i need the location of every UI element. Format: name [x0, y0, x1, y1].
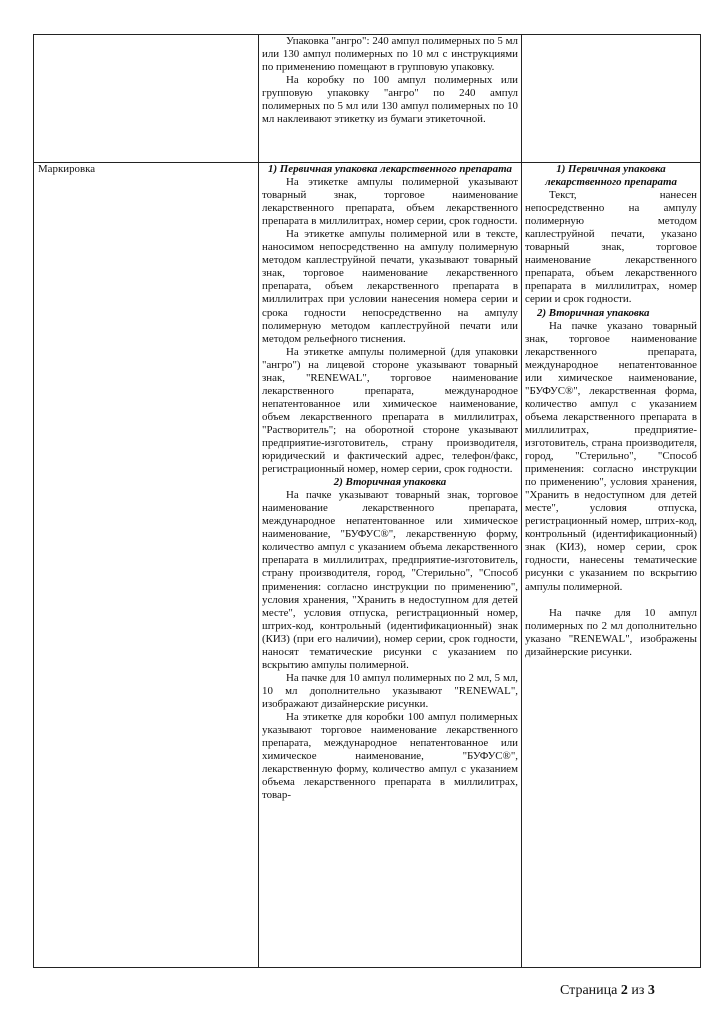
- paragraph: На этикетке для коробки 100 ампул полимерных указывают торговое наименование лекарственного препарата, международное непатентованное или химическое наименование, "БУФУС®", лекарственную форму, количество ампул с указанием объема лекарственного препарата в миллилитрах, товар-: [262, 710, 518, 802]
- paragraph: На пачке для 10 ампул полимерных по 2 мл, 5 мл, 10 мл дополнительно указывают "RENEWAL", изображают дизайнерские рисунки.: [262, 671, 518, 710]
- paragraph: На пачке указывают товарный знак, торговое наименование лекарственного препарата, международное непатентованное или химическое наименование, "БУФУС®", лекарственную форму, количество ампул с указанием объема лекарственного препарата в миллилитрах, предприятие-изготовитель, страну производителя, город, "Стерильно", "Способ применения: согласно инструкции по применению", условия хранения, "Хранить в недоступном для детей месте", условия отпуска, регистрационный номер, штрих-код, контрольный (идентификационный) знак (КИЗ) (при его наличии), номер серии, срок годности, наносят тематические рисунки с указанием по вскрытию ампулы полимерной.: [262, 489, 518, 671]
- paragraph: На коробку по 100 ампул полимерных или групповую упаковку "ангро" по 240 ампул полимерных по 5 мл или 130 ампул полимерных по 10 мл наклеивают этикетку из бумаги этикеточной.: [262, 74, 518, 126]
- page-number: [560, 983, 655, 999]
- page-number-prefix: Страница: [560, 983, 618, 998]
- marking-requirements-cell: [259, 163, 522, 968]
- section-heading-primary: 1) Первичная упаковка лекарственного препарата: [545, 163, 677, 189]
- table-row-marking: [34, 163, 701, 968]
- section-heading-primary: 1) Первичная упаковка лекарственного препарата: [268, 163, 512, 175]
- packaging-empty-cell: [522, 35, 701, 163]
- row-label-marking: Маркировка: [34, 163, 259, 968]
- page-number-sep: из: [631, 983, 645, 998]
- packaging-text-cell: [259, 35, 522, 163]
- document-table: [33, 34, 701, 968]
- paragraph: На этикетке ампулы полимерной (для упаковки "ангро") на лицевой стороне указывают товарный знак, "RENEWAL", торговое наименование лекарственного препарата, международное непатентованное или химическое наименование, объем лекарственного препарата в миллилитрах, "Растворитель"; на оборотной стороне указывают предприятие-изготовитель, страну производителя, юридический и фактический адрес, телефон/факс, регистрационный номер, номер серии, срок годности.: [262, 345, 518, 476]
- paragraph: Текст, нанесен непосредственно на ампулу полимерную методом каплеструйной печати, указано товарный знак, торговое наименование лекарственного препарата, объем лекарственного препарата в миллилитрах, номер серии и срок годности.: [525, 189, 697, 306]
- section-heading-secondary: 2) Вторичная упаковка: [333, 476, 447, 489]
- table-row-packaging: [34, 35, 701, 163]
- paragraph: На пачке указано товарный знак, торговое наименование лекарственного препарата, международное непатентованное или химическое наименование, "БУФУС®", лекарственная форма, количество ампул с указанием объема лекарственного препарата в миллилитрах, предприятие-изготовитель, страна производителя, город, "Стерильно", "Способ применения: согласно инструкции по применению", условия хранения, "Хранить в недоступном для детей месте", условия отпуска, регистрационный номер, штрих-код, контрольный (идентификационный) знак (КИЗ), номер серии, срок годности, нанесены тематические рисунки с указанием по вскрытию ампулы полимерной.: [525, 319, 697, 593]
- paragraph: На этикетке ампулы полимерной или в тексте, наносимом непосредственно на ампулу полимерную методом каплеструйной печати, указывают товарный знак, торговое наименование лекарственного препарата, объем лекарственного препарата в миллилитрах при условии нанесения номера серии и срока годности непосредственно на ампулу полимерную методом каплеструйной печати или методом рельефного тиснения.: [262, 228, 518, 345]
- section-heading-secondary: 2) Вторичная упаковка: [537, 306, 650, 319]
- paragraph: Упаковка "ангро": 240 ампул полимерных по 5 мл или 130 ампул полимерных по 10 мл с инструкциями по применению помещают в групповую упаковку.: [262, 35, 518, 74]
- page-number-current: 2: [620, 983, 628, 998]
- paragraph: На этикетке ампулы полимерной указывают товарный знак, торговое наименование лекарственного препарата, объем лекарственного препарата в миллилитрах, номер серии, срок годности.: [262, 176, 518, 228]
- page-number-total: 3: [647, 983, 655, 998]
- row-label-cell: [34, 35, 259, 163]
- paragraph: На пачке для 10 ампул полимерных по 2 мл дополнительно указано "RENEWAL", изображены дизайнерские рисунки.: [525, 606, 697, 658]
- marking-actual-cell: [522, 163, 701, 968]
